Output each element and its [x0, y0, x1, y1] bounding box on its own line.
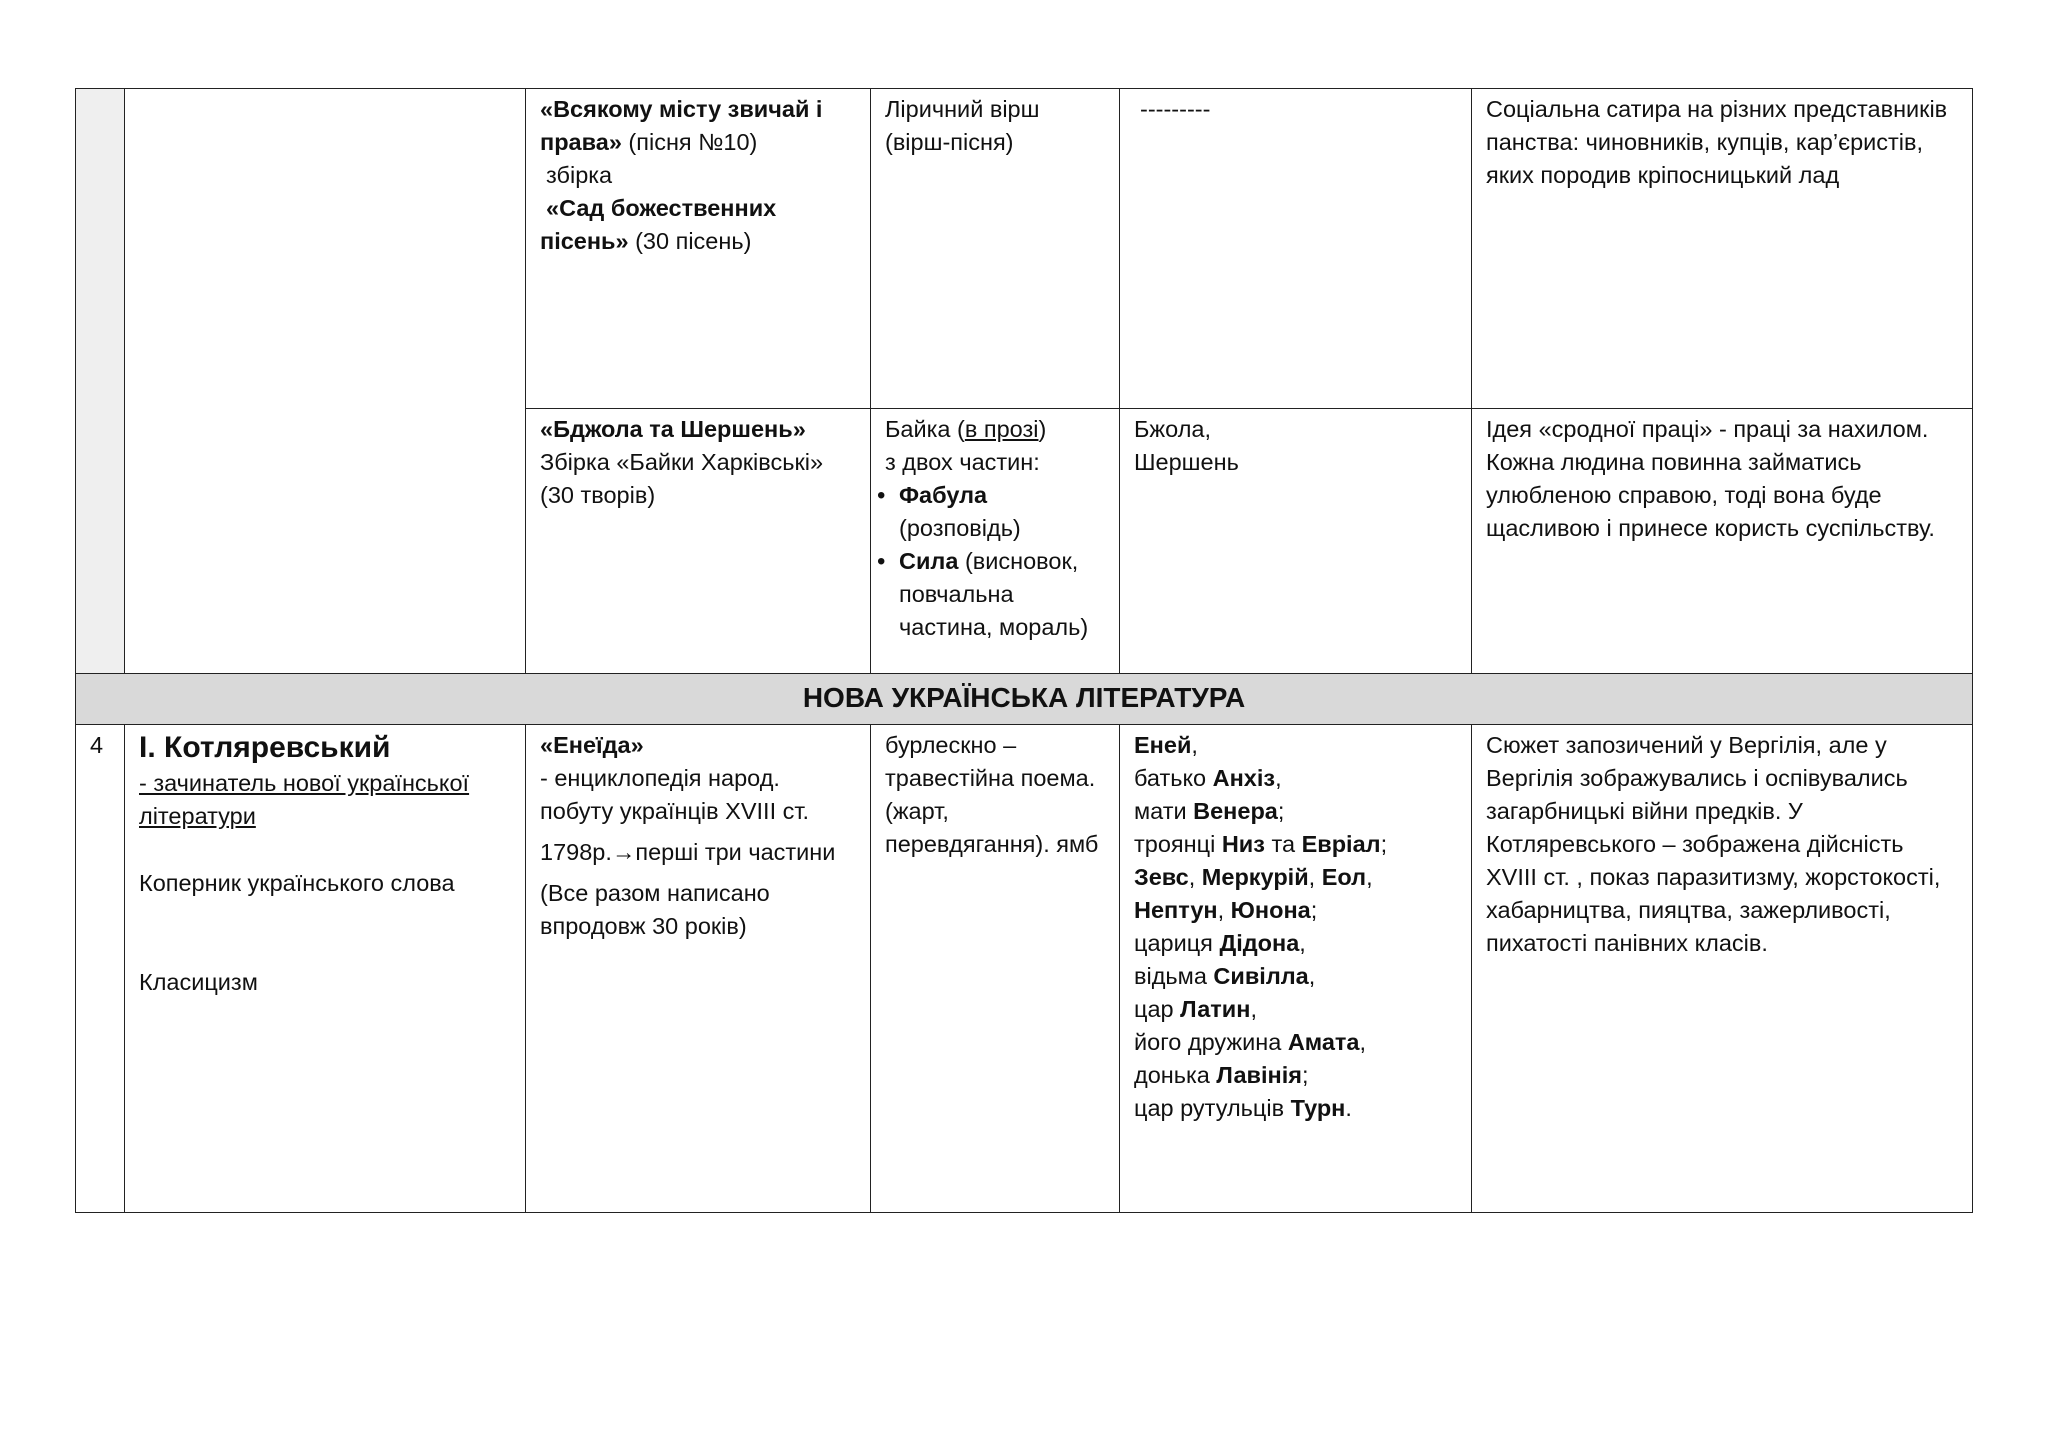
character-name: Низ	[1221, 831, 1265, 857]
character-text: донька	[1134, 1062, 1217, 1088]
table-row	[76, 725, 1973, 1213]
idea-text: Ідея «сродної праці» - праці за нахилом. Кожна людина повинна займатись улюбленою справою, тоді вона буде щасливою і принесе користь суспільству.	[1486, 416, 1935, 541]
character-name: Сивілла	[1213, 963, 1309, 989]
part-desc: (розповідь)	[899, 515, 1021, 541]
author-subtitle: - зачинатель нової української літератури	[139, 770, 470, 829]
character-line: Шершень	[1134, 449, 1239, 475]
character-line	[1134, 828, 1457, 861]
character-line	[1134, 960, 1457, 993]
character-text: .	[1345, 1095, 1352, 1121]
characters-cell	[1120, 89, 1472, 409]
genre-underlined: в прозі	[964, 416, 1039, 442]
character-line: Бжола,	[1134, 416, 1212, 442]
character-text: ;	[1277, 798, 1285, 824]
character-text: батько	[1134, 765, 1213, 791]
author-epithet: Коперник українського слова	[139, 870, 455, 896]
character-line	[1134, 861, 1457, 894]
character-text: ,	[1366, 864, 1373, 890]
collection-label: збірка	[546, 162, 613, 188]
number-cell	[76, 725, 125, 1213]
author-name: І. Котляревський	[139, 731, 391, 764]
character-line	[1134, 894, 1457, 927]
character-text: ,	[1217, 897, 1231, 923]
character-line	[1134, 762, 1457, 795]
idea-cell	[1472, 725, 1973, 1213]
character-text: ;	[1310, 897, 1318, 923]
genre-cell	[871, 89, 1120, 409]
idea-text: Соціальна сатира на різних представників панства: чиновників, купців, кар’єристів, яких породив кріпосницький лад	[1486, 96, 1948, 188]
character-text: та	[1264, 831, 1302, 857]
genre-text: бурлескно – травестійна поема. (жарт, перевдягання). ямб	[885, 732, 1099, 857]
character-text: відьма	[1134, 963, 1214, 989]
character-name: Амата	[1287, 1029, 1360, 1055]
characters-list	[1134, 729, 1457, 1125]
author-cell	[125, 89, 526, 674]
character-text: ,	[1308, 963, 1316, 989]
character-name: Латин	[1180, 996, 1251, 1022]
part-name: Фабула	[899, 482, 988, 508]
character-name: Еол	[1321, 864, 1367, 890]
character-line	[1134, 1026, 1457, 1059]
character-name: Нептун	[1134, 897, 1218, 923]
list-item	[885, 545, 1105, 644]
character-line	[1134, 993, 1457, 1026]
character-name: Евріал	[1301, 831, 1381, 857]
character-name: Венера	[1193, 798, 1278, 824]
author-cell	[125, 725, 526, 1213]
collection-title: «Сад божественних пісень»	[540, 195, 777, 254]
character-line	[1134, 1059, 1457, 1092]
section-header-row	[76, 674, 1973, 725]
characters-cell	[1120, 725, 1472, 1213]
genre-text: Ліричний вірш (вірш-пісня)	[885, 96, 1040, 155]
part-name: Сила	[899, 548, 959, 574]
character-name: Лавінія	[1216, 1062, 1302, 1088]
character-name: Анхіз	[1212, 765, 1276, 791]
genre-prefix: Байка (	[885, 416, 965, 442]
written-note: (Все разом написано впродовж 30 років)	[540, 880, 770, 939]
character-text: троянці	[1134, 831, 1222, 857]
year-line: 1798р.→перші три частини	[540, 839, 836, 865]
character-text: ,	[1250, 996, 1257, 1022]
list-item	[885, 479, 1105, 545]
character-line	[1134, 927, 1457, 960]
number-cell	[76, 89, 125, 674]
work-cell	[526, 89, 871, 409]
character-name: Дідона	[1219, 930, 1300, 956]
work-title: «Енеїда»	[540, 732, 644, 758]
idea-text: Сюжет запозичений у Вергілія, але у Вергілія зображувались і оспівувались загарбницькі війни предків. У Котляревського – зображена дійсність XVIII ст. , показ паразитизму, жорстокості, хабарництва, пияцтва, зажерливості, пихатості панівних класів.	[1486, 732, 1941, 956]
work-cell	[526, 409, 871, 674]
character-text: цар рутульців	[1134, 1095, 1291, 1121]
character-text: ;	[1380, 831, 1388, 857]
work-title: «Всякому місту звичай і права»	[540, 96, 823, 155]
idea-cell	[1472, 89, 1973, 409]
work-description: Збірка «Байки Харківські» (30 творів)	[540, 449, 824, 508]
character-text: ,	[1299, 930, 1306, 956]
literature-table	[75, 88, 1973, 1213]
character-text: ,	[1359, 1029, 1367, 1055]
character-line	[1134, 729, 1457, 762]
character-line	[1134, 795, 1457, 828]
table-row	[76, 89, 1973, 409]
character-text: ,	[1191, 732, 1198, 758]
genre-line-2: з двох частин:	[885, 449, 1040, 475]
character-name: Меркурій	[1201, 864, 1309, 890]
characters-cell	[1120, 409, 1472, 674]
genre-cell	[871, 409, 1120, 674]
work-note: (пісня №10)	[621, 129, 758, 155]
characters-text: ---------	[1140, 96, 1211, 122]
collection-note: (30 пісень)	[628, 228, 752, 254]
work-description: - енциклопедія народ. побуту українців XVIII ст.	[540, 765, 810, 824]
work-cell	[526, 725, 871, 1213]
character-text: ;	[1301, 1062, 1309, 1088]
character-name: Юнона	[1230, 897, 1311, 923]
genre-cell	[871, 725, 1120, 1213]
row-number: 4	[90, 732, 104, 758]
character-name: Турн	[1290, 1095, 1346, 1121]
section-title: НОВА УКРАЇНСЬКА ЛІТЕРАТУРА	[76, 674, 1973, 725]
character-line	[1134, 1092, 1457, 1125]
character-text: ,	[1188, 864, 1202, 890]
character-name: Зевс	[1134, 864, 1189, 890]
character-text: його дружина	[1134, 1029, 1288, 1055]
genre-suffix: )	[1038, 416, 1047, 442]
literary-style: Класицизм	[139, 969, 258, 995]
character-text: цариця	[1134, 930, 1220, 956]
character-name: Еней	[1134, 732, 1192, 758]
character-text: цар	[1134, 996, 1181, 1022]
character-text: мати	[1134, 798, 1194, 824]
character-text: ,	[1275, 765, 1282, 791]
fable-parts-list	[885, 479, 1105, 644]
character-text: ,	[1308, 864, 1322, 890]
idea-cell	[1472, 409, 1973, 674]
work-title: «Бджола та Шершень»	[540, 416, 806, 442]
part-desc: (висновок, повчальна частина, мораль)	[899, 548, 1089, 640]
